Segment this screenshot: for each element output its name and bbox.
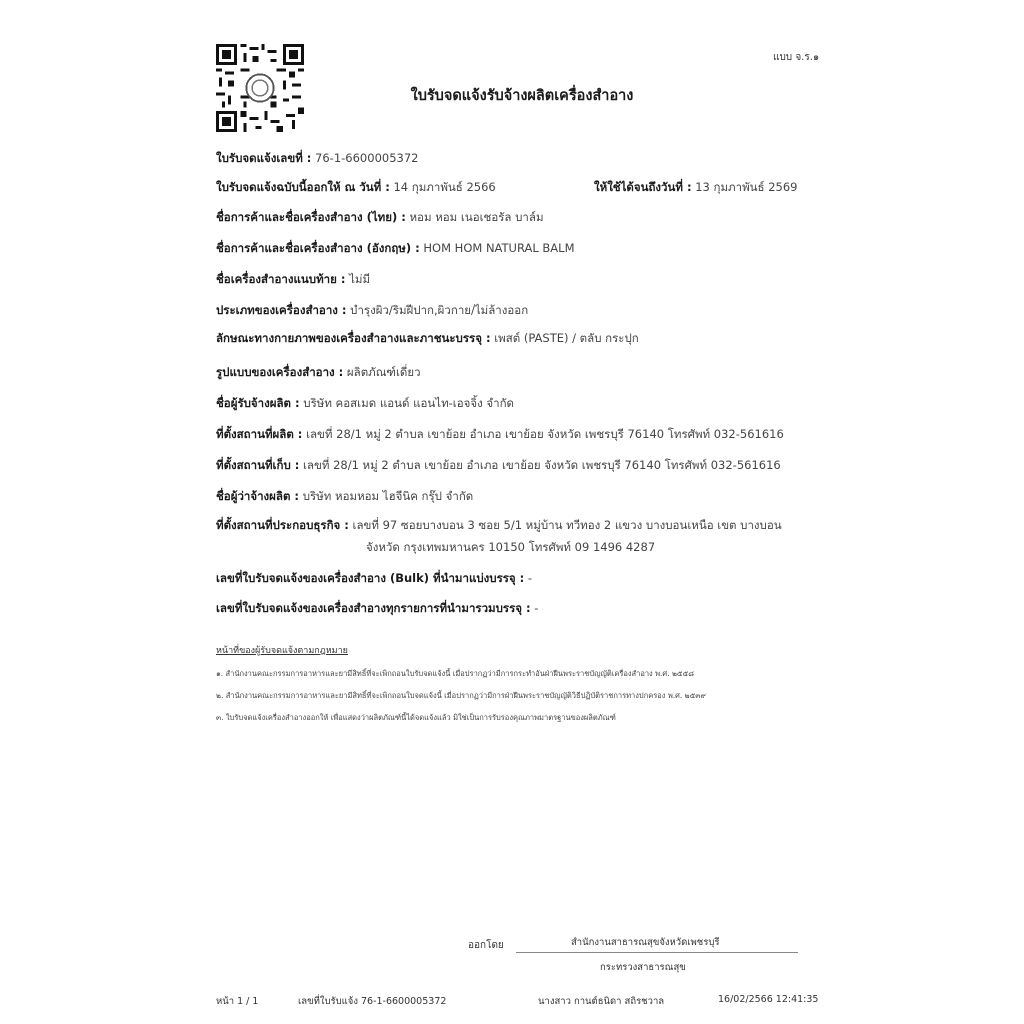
field-business-address [216, 517, 782, 533]
field-label: ชื่อการค้าและชื่อเครื่องสำอาง (อังกฤษ) : [216, 241, 420, 255]
field-value: 14 กุมภาพันธ์ 2566 [393, 180, 496, 194]
field-value: - [534, 601, 539, 615]
signature-line [516, 952, 798, 953]
field-hiring-company [216, 488, 473, 504]
field-value: หอม หอม เนอเชอรัล บาล์ม [409, 210, 544, 224]
field-name-thai [216, 209, 544, 225]
field-value: เพสต์ (PASTE) / ตลับ กระปุก [494, 331, 639, 345]
field-value: บริษัท คอสเมด แอนด์ แอนไท-เอจจิ้ง จำกัด [303, 396, 515, 410]
form-code: แบบ จ.ร.๑ [773, 52, 820, 63]
note-item: ๓. ใบรับจดแจ้งเครื่องสำอางออกให้ เพื่อแสดงว่าผลิตภัณฑ์นี้ได้จดแจ้งแล้ว มิใช่เป็นการรับรองคุณภาพมาตรฐานของผลิตภัณฑ์ [216, 713, 616, 722]
footer-page-number: หน้า 1 / 1 [216, 996, 259, 1007]
field-value: HOM HOM NATURAL BALM [423, 241, 575, 255]
field-label: ลักษณะทางกายภาพของเครื่องสำอางและภาชนะบรรจุ : [216, 331, 491, 345]
footer-receipt-number: เลขที่ใบรับแจ้ง 76-1-6600005372 [298, 996, 447, 1007]
footer-timestamp: 16/02/2566 12:41:35 [718, 994, 819, 1005]
field-label: ใบรับจดแจ้งเลขที่ : [216, 151, 312, 165]
business-address-line2: จังหวัด กรุงเทพมหานคร 10150 โทรศัพท์ 09 1496 4287 [366, 540, 656, 554]
field-label: ชื่อผู้ว่าจ้างผลิต : [216, 489, 300, 503]
field-manufacturer [216, 395, 514, 411]
field-value: 13 กุมภาพันธ์ 2569 [695, 180, 798, 194]
field-value: บำรุงผิว/ริมฝีปาก,ผิวกาย/ไม่ล้างออก [350, 303, 529, 317]
field-bulk-receipt [216, 570, 532, 586]
field-cosmetic-type [216, 302, 528, 318]
field-value: บริษัท หอมหอม ไฮจีนิค กรุ๊ป จำกัด [302, 489, 474, 503]
issuing-office: สำนักงานสาธารณสุขจังหวัดเพชรบุรี [571, 937, 720, 948]
field-label: ชื่อการค้าและชื่อเครื่องสำอาง (ไทย) : [216, 210, 406, 224]
document-title: ใบรับจดแจ้งรับจ้างผลิตเครื่องสำอาง [410, 88, 634, 104]
field-label: ชื่อผู้รับจ้างผลิต : [216, 396, 300, 410]
field-label: ที่ตั้งสถานที่ประกอบธุรกิจ : [216, 518, 349, 532]
ministry-name: กระทรวงสาธารณสุข [600, 962, 686, 973]
field-attached-names [216, 271, 370, 287]
field-receipt-number [216, 150, 418, 166]
field-physical-form [216, 330, 639, 346]
field-combined-receipt [216, 600, 538, 616]
field-production-site [216, 426, 784, 442]
issued-by-label: ออกโดย [468, 940, 504, 951]
note-item: ๒. สำนักงานคณะกรรมการอาหารและยามีสิทธิ์ที่จะเพิกถอนใบจดแจ้งนี้ เมื่อปรากฏว่ามีการฝ่าฝืนพระราชบัญญัติวิธีปฏิบัติราชการทางปกครอง พ.ศ. ๒๕๓๙ [216, 691, 706, 700]
field-value: ผลิตภัณฑ์เดี่ยว [346, 365, 421, 379]
footer-officer-name: นางสาว กานต์ธนิดา สถิรชวาล [538, 996, 665, 1007]
field-label: ที่ตั้งสถานที่เก็บ : [216, 458, 300, 472]
note-item: ๑. สำนักงานคณะกรรมการอาหารและยามีสิทธิ์ที่จะเพิกถอนใบรับจดแจ้งนี้ เมื่อปรากฏว่ามีการกระทำอันฝ่าฝืนพระราชบัญญัติเครื่องสำอาง พ.ศ. ๒๕๕๘ [216, 669, 695, 678]
field-value: เลขที่ 97 ซอยบางบอน 3 ซอย 5/1 หมู่บ้าน ทวีทอง 2 แขวง บางบอนเหนือ เขต บางบอน [352, 518, 782, 532]
field-issue-date [216, 179, 496, 195]
field-label: รูปแบบของเครื่องสำอาง : [216, 365, 344, 379]
field-storage-site [216, 457, 781, 473]
field-label: เลขที่ใบรับจดแจ้งของเครื่องสำอางทุกรายการที่นำมารวมบรรจุ : [216, 601, 531, 615]
field-value: เลขที่ 28/1 หมู่ 2 ตำบล เขาย้อย อำเภอ เขาย้อย จังหวัด เพชรบุรี 76140 โทรศัพท์ 032-561616 [303, 458, 781, 472]
field-label: ใบรับจดแจ้งฉบับนี้ออกให้ ณ วันที่ : [216, 180, 390, 194]
field-value: เลขที่ 28/1 หมู่ 2 ตำบล เขาย้อย อำเภอ เขาย้อย จังหวัด เพชรบุรี 76140 โทรศัพท์ 032-561616 [306, 427, 784, 441]
field-label: ให้ใช้ได้จนถึงวันที่ : [594, 180, 692, 194]
field-value: 76-1-6600005372 [315, 151, 419, 165]
field-name-english [216, 240, 575, 256]
field-value: ไม่มี [349, 272, 371, 286]
field-label: ที่ตั้งสถานที่ผลิต : [216, 427, 303, 441]
field-label: ประเภทของเครื่องสำอาง : [216, 303, 347, 317]
field-valid-until [594, 179, 797, 197]
field-product-format [216, 364, 421, 380]
field-label: เลขที่ใบรับจดแจ้งของเครื่องสำอาง (Bulk) ที่นำมาแบ่งบรรจุ : [216, 571, 525, 585]
field-label: ชื่อเครื่องสำอางแนบท้าย : [216, 272, 346, 286]
notes-title: หน้าที่ของผู้รับจดแจ้งตามกฎหมาย [216, 646, 348, 656]
field-value: - [527, 571, 533, 585]
